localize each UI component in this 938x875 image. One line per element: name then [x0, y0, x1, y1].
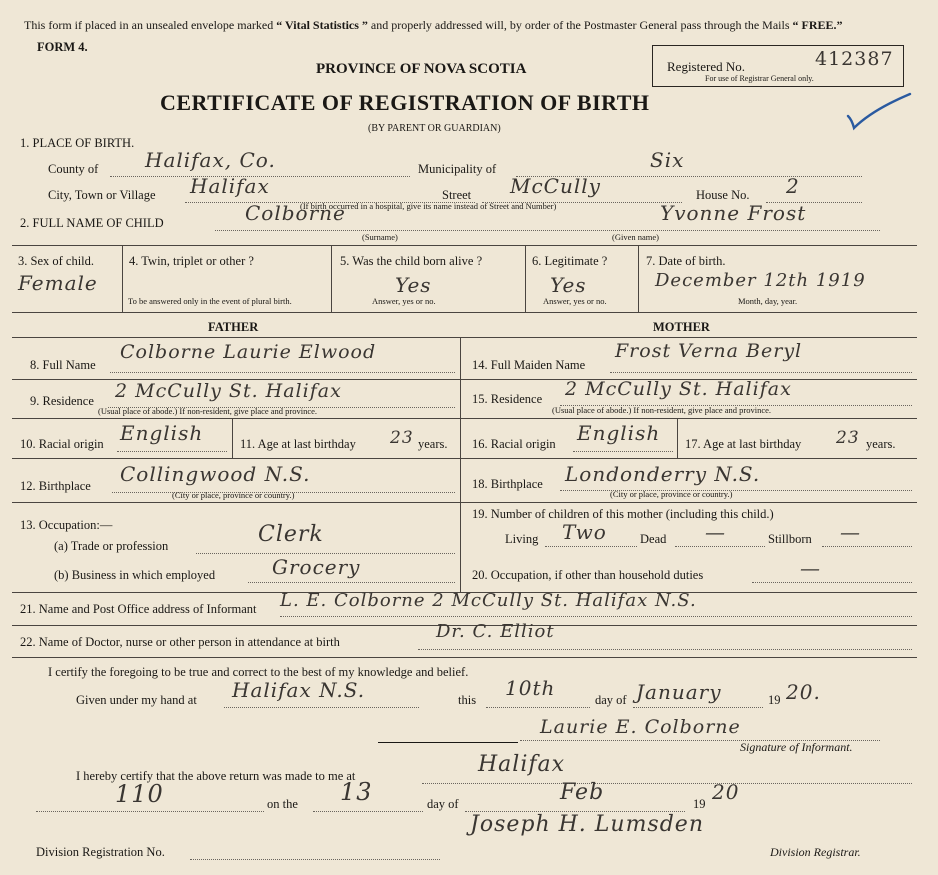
- father-occupation-label: 13. Occupation:—: [20, 518, 113, 532]
- mother-birthplace-note: (City or place, province or country.): [610, 489, 733, 499]
- registered-no-label: Registered No.: [667, 59, 745, 74]
- registered-number: 412387: [815, 48, 894, 70]
- checkmark-icon: [844, 90, 914, 134]
- registrar-signature-caption: Division Registrar.: [770, 845, 861, 859]
- form-number: FORM 4.: [37, 40, 88, 54]
- mother-name-label: 14. Full Maiden Name: [472, 358, 586, 372]
- given-year-prefix: 19: [768, 693, 781, 707]
- sex-label: 3. Sex of child.: [18, 254, 95, 268]
- this-label: this: [458, 693, 477, 707]
- registrar-statement: I hereby certify that the above return was made to me at: [76, 769, 356, 783]
- father-residence-label: 9. Residence: [30, 394, 94, 408]
- municipality-label: Municipality of: [418, 162, 497, 176]
- attendant-label: 22. Name of Doctor, nurse or other person in attendance at birth: [20, 635, 340, 649]
- mother-residence-label: 15. Residence: [472, 392, 543, 406]
- stillborn-label: Stillborn: [768, 532, 812, 546]
- postal-notice: [24, 18, 843, 33]
- dead-value: —: [705, 520, 726, 544]
- father-age-unit: years.: [418, 437, 448, 451]
- legitimate-value: Yes: [550, 273, 587, 297]
- dob-value: December 12th 1919: [655, 270, 866, 291]
- mother-name-value: Frost Verna Beryl: [615, 340, 803, 362]
- father-age-value: 23: [390, 428, 414, 448]
- place-of-birth-heading: 1. PLACE OF BIRTH.: [20, 136, 135, 150]
- dob-note: Month, day, year.: [738, 296, 798, 306]
- mother-occupation-label: 20. Occupation, if other than household duties: [472, 568, 704, 582]
- registrar-ref-value: 110: [115, 780, 164, 808]
- father-name-label: 8. Full Name: [30, 358, 96, 372]
- father-residence-value: 2 McCully St. Halifax: [115, 380, 342, 402]
- child-name-label: 2. FULL NAME OF CHILD: [20, 216, 164, 230]
- stillborn-value: —: [840, 520, 861, 544]
- registrar-signature: Joseph H. Lumsden: [470, 812, 704, 837]
- informant-label: 21. Name and Post Office address of Informant: [20, 602, 257, 616]
- trade-label: (a) Trade or profession: [54, 539, 169, 553]
- city-value: Halifax: [190, 174, 270, 198]
- given-day-value: 10th: [505, 676, 556, 700]
- mother-heading: MOTHER: [653, 320, 710, 334]
- twin-label: 4. Twin, triplet or other ?: [129, 254, 254, 268]
- father-age-label: 11. Age at last birthday: [240, 437, 356, 451]
- county-label: County of: [48, 162, 99, 176]
- sex-value: Female: [18, 271, 98, 295]
- father-racial-label: 10. Racial origin: [20, 437, 104, 451]
- house-label: House No.: [696, 188, 750, 202]
- child-surname: Colborne: [245, 201, 346, 225]
- given-day-label: day of: [595, 693, 627, 707]
- postal-notice-middle: and properly addressed will, by order of the Postmaster General pass through the Mails: [370, 18, 790, 32]
- alive-label: 5. Was the child born alive ?: [340, 254, 483, 268]
- mother-racial-value: English: [577, 421, 661, 445]
- mother-age-unit: years.: [866, 437, 896, 451]
- mother-racial-label: 16. Racial origin: [472, 437, 556, 451]
- father-name-value: Colborne Laurie Elwood: [120, 341, 377, 363]
- postal-notice-free: “ FREE.”: [792, 18, 843, 32]
- legitimate-label: 6. Legitimate ?: [532, 254, 608, 268]
- children-label: 19. Number of children of this mother (including this child.): [472, 507, 774, 521]
- father-birthplace-label: 12. Birthplace: [20, 479, 91, 493]
- informant-signature: Laurie E. Colborne: [540, 716, 741, 738]
- father-residence-note: (Usual place of abode.) If non-resident, give place and province.: [98, 406, 318, 416]
- business-label: (b) Business in which employed: [54, 568, 216, 582]
- mother-occupation-value: —: [800, 556, 821, 580]
- business-value: Grocery: [272, 555, 361, 579]
- certificate-subtitle: (BY PARENT OR GUARDIAN): [368, 123, 501, 134]
- mother-residence-note: (Usual place of abode.) If non-resident, give place and province.: [552, 405, 772, 415]
- surname-caption: (Surname): [362, 232, 398, 242]
- dead-label: Dead: [640, 532, 667, 546]
- on-the-label: on the: [267, 797, 298, 811]
- informant-signature-caption: Signature of Informant.: [740, 740, 853, 754]
- hospital-note: (If birth occurred in a hospital, give its name instead of Street and Number): [300, 201, 557, 211]
- given-name-caption: (Given name): [612, 232, 659, 242]
- mother-age-value: 23: [836, 428, 860, 448]
- given-under-label: Given under my hand at: [76, 693, 197, 707]
- given-year-value: 20.: [786, 680, 821, 704]
- city-label: City, Town or Village: [48, 188, 156, 202]
- division-registration-label: Division Registration No.: [36, 845, 165, 859]
- municipality-value: Six: [650, 148, 685, 172]
- informant-value: L. E. Colborne 2 McCully St. Halifax N.S.: [280, 590, 697, 611]
- registrar-day-label: day of: [427, 797, 459, 811]
- dob-label: 7. Date of birth.: [646, 254, 726, 268]
- mother-age-label: 17. Age at last birthday: [685, 437, 802, 451]
- registrar-year-value: 20: [712, 780, 740, 804]
- father-birthplace-value: Collingwood N.S.: [120, 462, 311, 486]
- alive-value: Yes: [395, 273, 432, 297]
- mother-residence-value: 2 McCully St. Halifax: [565, 378, 792, 400]
- registrar-month-value: Feb: [560, 780, 605, 805]
- given-month-value: January: [636, 680, 722, 704]
- living-label: Living: [505, 532, 539, 546]
- child-given-name: Yvonne Frost: [660, 201, 807, 225]
- attendant-value: Dr. C. Elliot: [436, 621, 555, 642]
- registrar-day-value: 13: [340, 778, 373, 806]
- certificate-title: CERTIFICATE OF REGISTRATION OF BIRTH: [160, 90, 650, 115]
- street-value: McCully: [510, 174, 601, 198]
- house-value: 2: [786, 174, 800, 198]
- certify-statement: I certify the foregoing to be true and correct to the best of my knowledge and belief.: [48, 665, 469, 679]
- twin-note: To be answered only in the event of plural birth.: [128, 296, 292, 306]
- registrar-year-prefix: 19: [693, 797, 706, 811]
- registrar-place-value: Halifax: [478, 752, 566, 777]
- mother-birthplace-value: Londonderry N.S.: [565, 462, 761, 486]
- trade-value: Clerk: [258, 522, 324, 547]
- county-value: Halifax, Co.: [145, 148, 276, 172]
- father-heading: FATHER: [208, 320, 259, 334]
- alive-note: Answer, yes or no.: [372, 296, 436, 306]
- province-heading: PROVINCE OF NOVA SCOTIA: [316, 61, 527, 77]
- postal-notice-quote: “ Vital Statistics ”: [276, 18, 368, 32]
- mother-birthplace-label: 18. Birthplace: [472, 477, 543, 491]
- living-value: Two: [562, 520, 607, 544]
- father-birthplace-note: (City or place, province or country.): [172, 490, 295, 500]
- postal-notice-prefix: This form if placed in an unsealed envelope marked: [24, 18, 274, 32]
- father-racial-value: English: [120, 421, 204, 445]
- legitimate-note: Answer, yes or no.: [543, 296, 607, 306]
- given-place-value: Halifax N.S.: [232, 678, 366, 702]
- registrar-general-note: For use of Registrar General only.: [705, 74, 814, 83]
- street-label: Street: [442, 188, 472, 202]
